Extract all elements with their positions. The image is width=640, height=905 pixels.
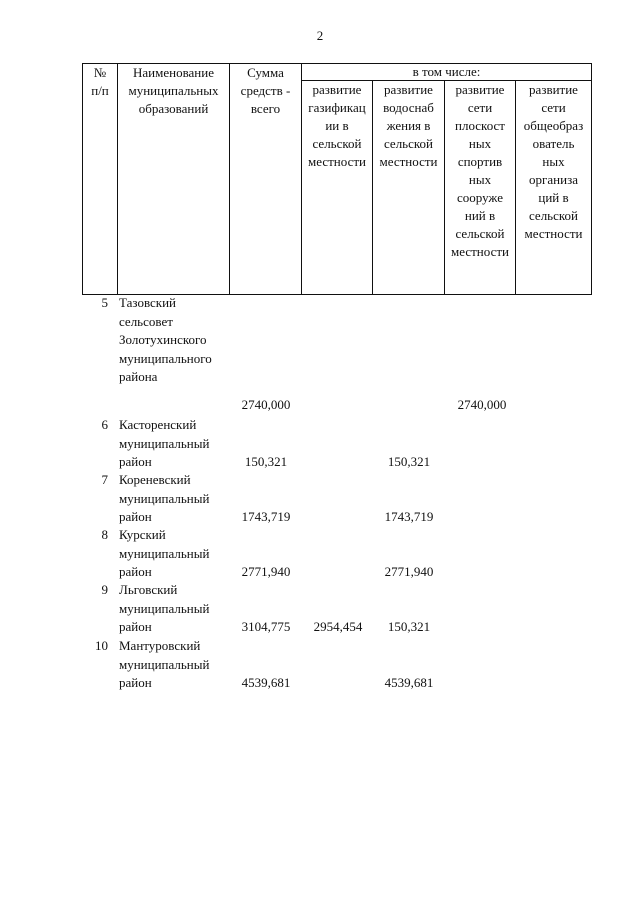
row-water: 1743,719 <box>384 509 434 524</box>
row-name: Тазовский сельсовет Золотухинского муниципального района <box>119 295 212 384</box>
header-col-name: Наименование муниципальных образований <box>118 64 230 295</box>
row-number: 9 <box>101 582 108 597</box>
header-col-gas: развитие газификац ии в сельской местности <box>302 81 373 295</box>
row-number: 6 <box>101 417 108 432</box>
row-name: Курский муниципальный район <box>119 527 210 579</box>
header-col-water: развитие водоснаб жения в сельской местности <box>373 81 445 295</box>
row-sports: 2740,000 <box>457 397 507 412</box>
header-col-number: № п/п <box>83 64 118 295</box>
row-name: Мантуровский муниципальный район <box>119 638 210 690</box>
row-total: 1743,719 <box>241 509 291 524</box>
row-water: 150,321 <box>387 454 431 469</box>
row-name: Льговский муниципальный район <box>119 582 210 634</box>
row-number: 8 <box>101 527 108 542</box>
row-gas: 2954,454 <box>313 619 363 634</box>
row-total: 2740,000 <box>241 397 291 412</box>
row-total: 3104,775 <box>241 619 291 634</box>
table-header <box>82 63 592 295</box>
header-col-edu: развитие сети общеобраз ователь ных организа ций в сельской местности <box>516 81 592 295</box>
row-water: 150,321 <box>387 619 431 634</box>
row-number: 7 <box>101 472 108 487</box>
row-water: 2771,940 <box>384 564 434 579</box>
header-including: в том числе: <box>302 64 592 81</box>
row-name: Касторенский муниципальный район <box>119 417 210 469</box>
row-number: 10 <box>95 638 108 653</box>
row-total: 2771,940 <box>241 564 291 579</box>
row-name: Кореневский муниципальный район <box>119 472 210 524</box>
row-water: 4539,681 <box>384 675 434 690</box>
row-total: 4539,681 <box>241 675 291 690</box>
header-col-sports: развитие сети плоскост ных спортив ных сооруже ний в сельской местности <box>445 81 516 295</box>
header-col-total: Сумма средств - всего <box>230 64 302 295</box>
row-total: 150,321 <box>244 454 288 469</box>
page-number: 2 <box>316 28 324 43</box>
row-number: 5 <box>101 295 108 310</box>
